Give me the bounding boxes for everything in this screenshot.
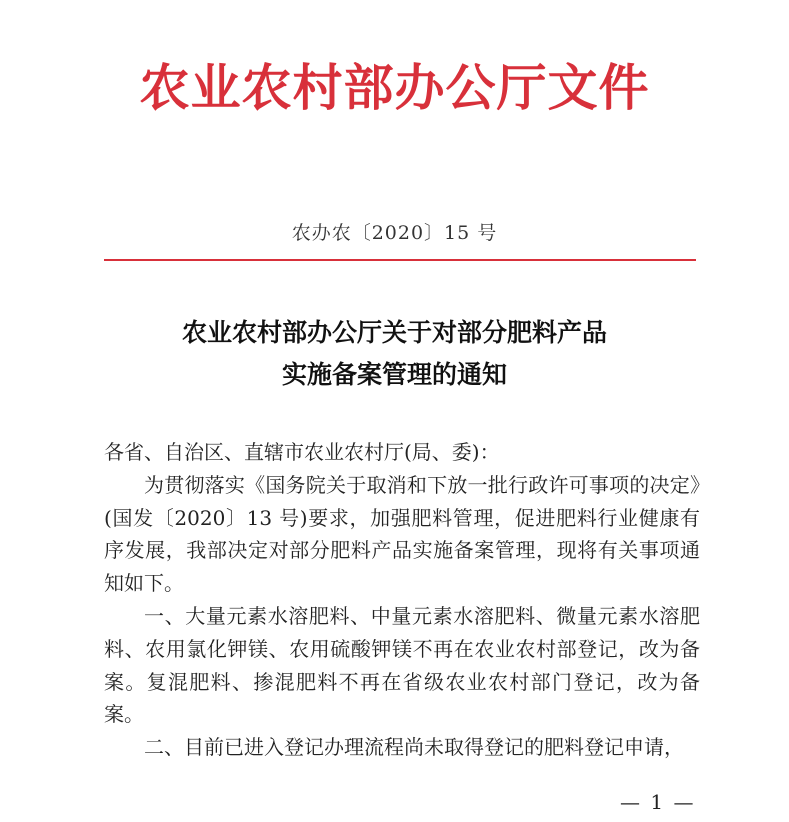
body-paragraph: 二、目前已进入登记办理流程尚未取得登记的肥料登记申请， — [144, 735, 684, 760]
notice-body — [104, 436, 700, 764]
issuer-header: 农业农村部办公厅文件 — [139, 59, 650, 117]
notice-title-line-2: 实施备案管理的通知 — [281, 360, 507, 389]
notice-title — [0, 312, 789, 396]
red-divider-line — [104, 259, 696, 261]
body-paragraph: 一、大量元素水溶肥料、中量元素水溶肥料、微量元素水溶肥料、农用氯化钾镁、农用硫酸钾镁不再在农业农村部登记，改为备案。复混肥料、掺混肥料不再在省级农业农村部门登记，改为备案。 — [104, 603, 700, 727]
document-number: 农办农〔2020〕15 号 — [291, 222, 498, 244]
notice-title-line-1: 农业农村部办公厅关于对部分肥料产品 — [181, 318, 607, 347]
salutation: 各省、自治区、直辖市农业农村厅(局、委)： — [104, 440, 500, 464]
page-number: — 1 — — [620, 790, 696, 814]
body-paragraph: 为贯彻落实《国务院关于取消和下放一批行政许可事项的决定》(国发〔2020〕13 号)要求，加强肥料管理，促进肥料行业健康有序发展，我部决定对部分肥料产品实施备案管理，现将有关事项通知如下。 — [104, 472, 700, 596]
